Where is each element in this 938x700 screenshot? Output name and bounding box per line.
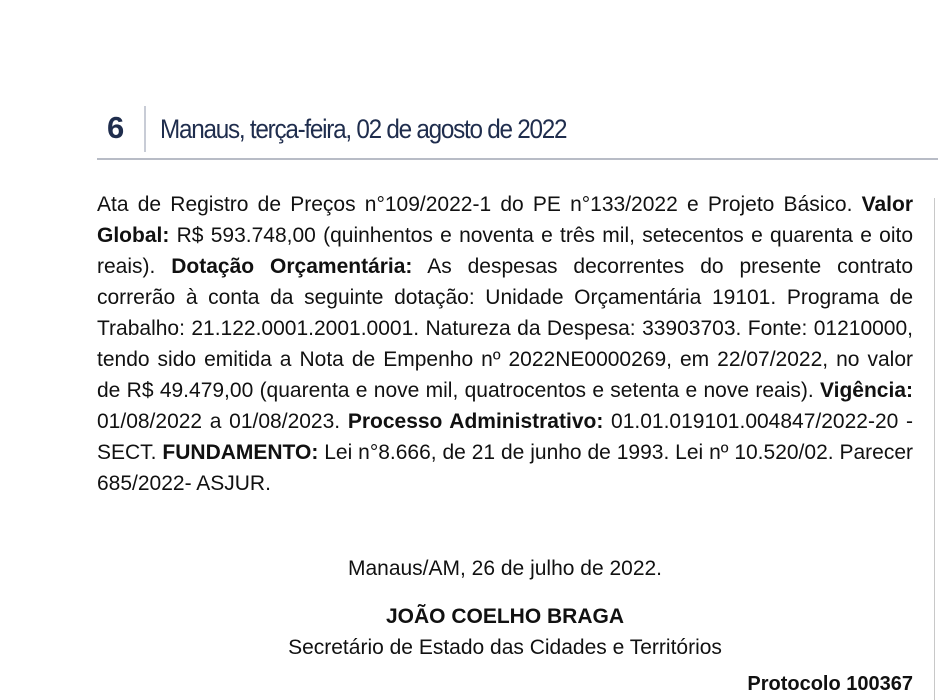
processo-label: Processo Administrativo: xyxy=(347,410,604,433)
valor-global-text: R$ 593.748,00 (quinhentos e noventa e três mil, setecentos e quarenta e oito reais). xyxy=(97,224,913,278)
place-date: Manaus/AM, 26 de julho de 2022. xyxy=(347,557,663,580)
page-header xyxy=(97,104,938,156)
column-divider xyxy=(934,198,935,700)
body-intro: Ata de Registro de Preços n°109/2022-1 do PE n°133/2022 e Projeto Básico. xyxy=(97,193,862,216)
fundamento-label: FUNDAMENTO: xyxy=(162,441,319,464)
header-rule xyxy=(97,158,938,160)
fundamento-text: Lei n°8.666, de 21 de junho de 1993. Lei nº 10.520/02. Parecer 685/2022- ASJUR. xyxy=(97,441,913,495)
header-divider xyxy=(144,106,146,152)
signer-name: JOÃO COELHO BRAGA xyxy=(385,605,624,628)
document-body xyxy=(97,189,913,499)
page-number: 6 xyxy=(107,110,124,145)
protocol-number: Protocolo 100367 xyxy=(747,673,913,695)
vigencia-label: Vigência: xyxy=(820,379,913,402)
signer-title: Secretário de Estado das Cidades e Territórios xyxy=(288,636,722,659)
vigencia-text: 01/08/2022 a 01/08/2023. xyxy=(97,410,348,433)
processo-text: 01.01.019101.004847/2022-20 - SECT. xyxy=(97,410,913,464)
dotacao-text: As despesas decorrentes do presente contrato correrão à conta da seguinte dotação: Unidade Orçamentária 19101. Programa de Trabalho: 21.122.0001.2001.0001. Natureza da Despesa: 33903703. Fonte: 01210000, tendo sido emitida a Nota de Empenho nº 2022NE0000269, em 22/07/2022, no valor de R$ 49.479,00 (quarenta e nove mil, quatrocentos e setenta e nove reais). xyxy=(97,255,914,402)
dotacao-label: Dotação Orçamentária: xyxy=(171,255,413,278)
valor-global-label: Valor Global: xyxy=(97,193,913,247)
header-date-line: Manaus, terça-feira, 02 de agosto de 2022 xyxy=(160,114,567,144)
